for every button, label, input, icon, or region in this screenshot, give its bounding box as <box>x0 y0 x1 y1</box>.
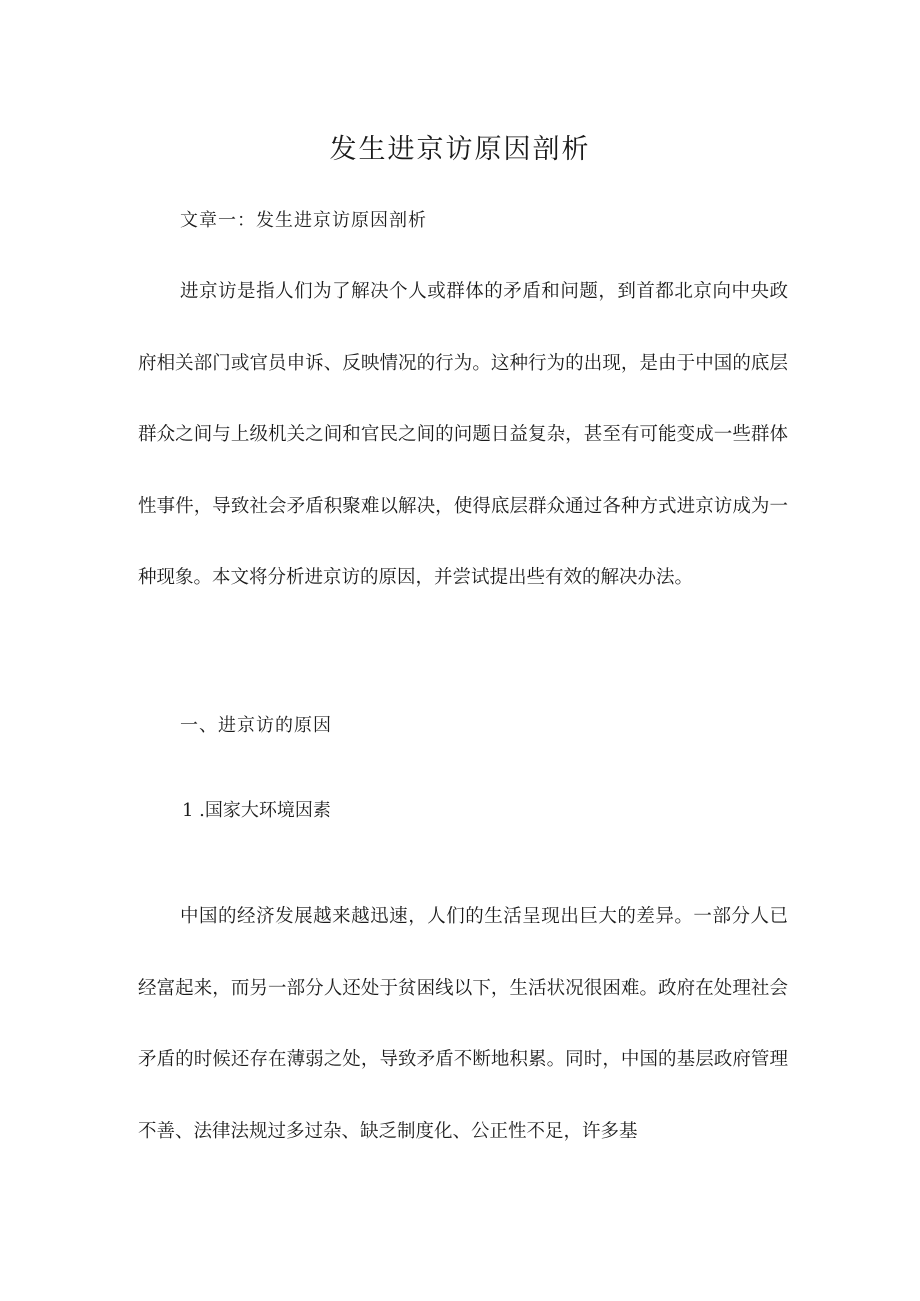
article-subtitle: 文章一：发生进京访原因剖析 <box>180 210 427 231</box>
subsection-heading: 1 .国家大环境因素 <box>182 800 331 821</box>
section-heading: 一、进京访的原因 <box>180 715 332 736</box>
paragraph-environment: 中国的经济发展越来越迅速，人们的生活呈现出巨大的差异。一部分人已经富起来，而另一部分人还处于贫困线以下，生活状况很困难。政府在处理社会矛盾的时候还存在薄弱之处，导致矛盾不断地积累。同时，中国的基层政府管理不善、法律法规过多过杂、缺乏制度化、公正性不足，许多基 <box>138 906 788 1142</box>
document-title: 发生进京访原因剖析 <box>329 134 591 165</box>
paragraph-intro: 进京访是指人们为了解决个人或群体的矛盾和问题，到首都北京向中央政府相关部门或官员申诉、反映情况的行为。这种行为的出现，是由于中国的底层群众之间与上级机关之间和官民之间的问题日益复杂，甚至有可能变成一些群体性事件，导致社会矛盾积聚难以解决，使得底层群众通过各种方式进京访成为一种现象。本文将分析进京访的原因，并尝试提出些有效的解决办法。 <box>138 281 788 588</box>
